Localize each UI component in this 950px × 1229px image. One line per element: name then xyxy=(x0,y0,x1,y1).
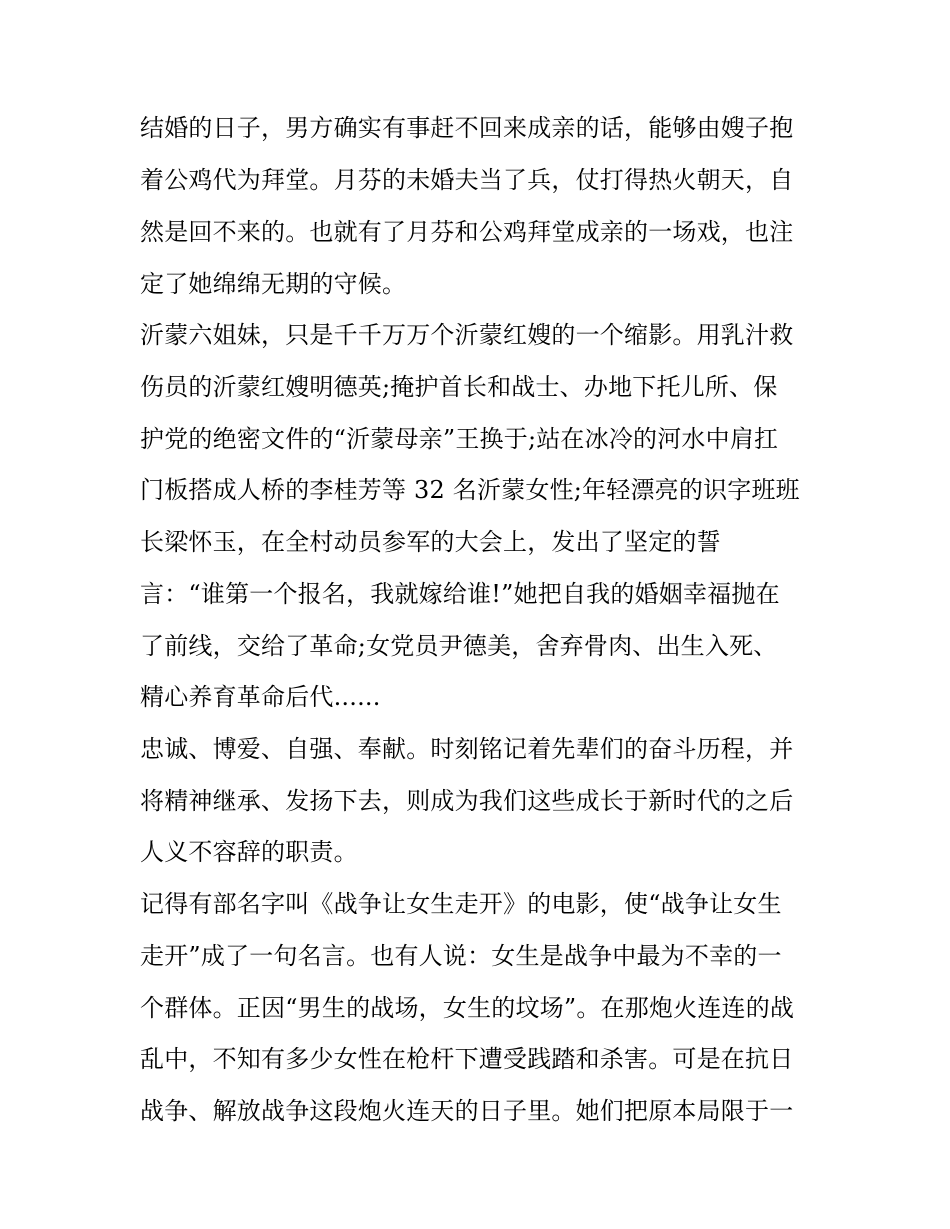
text-line: 战争、解放战争这段炮火连天的日子里。她们把原本局限于一 xyxy=(140,1097,794,1125)
text-line: 言：“谁第一个报名，我就嫁给谁!”她把自我的婚姻幸福抛在 xyxy=(140,580,780,608)
text-line: 人义不容辞的职责。 xyxy=(140,838,358,866)
text-line: 忠诚、博爱、自强、奉献。时刻铭记着先辈们的奋斗历程，并 xyxy=(140,735,794,763)
text-line: 精心养育革命后代...... xyxy=(140,683,381,711)
text-line: 着公鸡代为拜堂。月芬的未婚夫当了兵，仗打得热火朝天，自 xyxy=(140,166,794,194)
text-line: 结婚的日子，男方确实有事赶不回来成亲的话，能够由嫂子抱 xyxy=(140,114,794,142)
text-line: 乱中，不知有多少女性在枪杆下遭受践踏和杀害。可是在抗日 xyxy=(140,1045,794,1073)
text-line: 沂蒙六姐妹，只是千千万万个沂蒙红嫂的一个缩影。用乳汁救 xyxy=(140,321,794,349)
text-line: 走开”成了一句名言。也有人说：女生是战争中最为不幸的一 xyxy=(140,942,782,970)
text-line: 定了她绵绵无期的守候。 xyxy=(140,270,407,298)
text-line: 护党的绝密文件的“沂蒙母亲”王换于;站在冰冷的河水中肩扛 xyxy=(140,425,779,453)
text-line: 将精神继承、发扬下去，则成为我们这些成长于新时代的之后 xyxy=(140,787,794,815)
text-line: 记得有部名字叫《战争让女生走开》的电影，使“战争让女生 xyxy=(140,890,782,918)
text-line: 了前线，交给了革命;女党员尹德美，舍弃骨肉、出生入死、 xyxy=(140,632,778,660)
text-line: 然是回不来的。也就有了月芬和公鸡拜堂成亲的一场戏，也注 xyxy=(140,218,794,246)
text-line: 个群体。正因“男生的战场，女生的坟场”。在那炮火连连的战 xyxy=(140,994,795,1022)
text-line: 门板搭成人桥的李桂芳等 32 名沂蒙女性;年轻漂亮的识字班班 xyxy=(140,476,800,504)
text-line: 伤员的沂蒙红嫂明德英;掩护首长和战士、办地下托儿所、保 xyxy=(140,373,778,401)
text-line: 长梁怀玉，在全村动员参军的大会上，发出了坚定的誓 xyxy=(140,528,721,556)
